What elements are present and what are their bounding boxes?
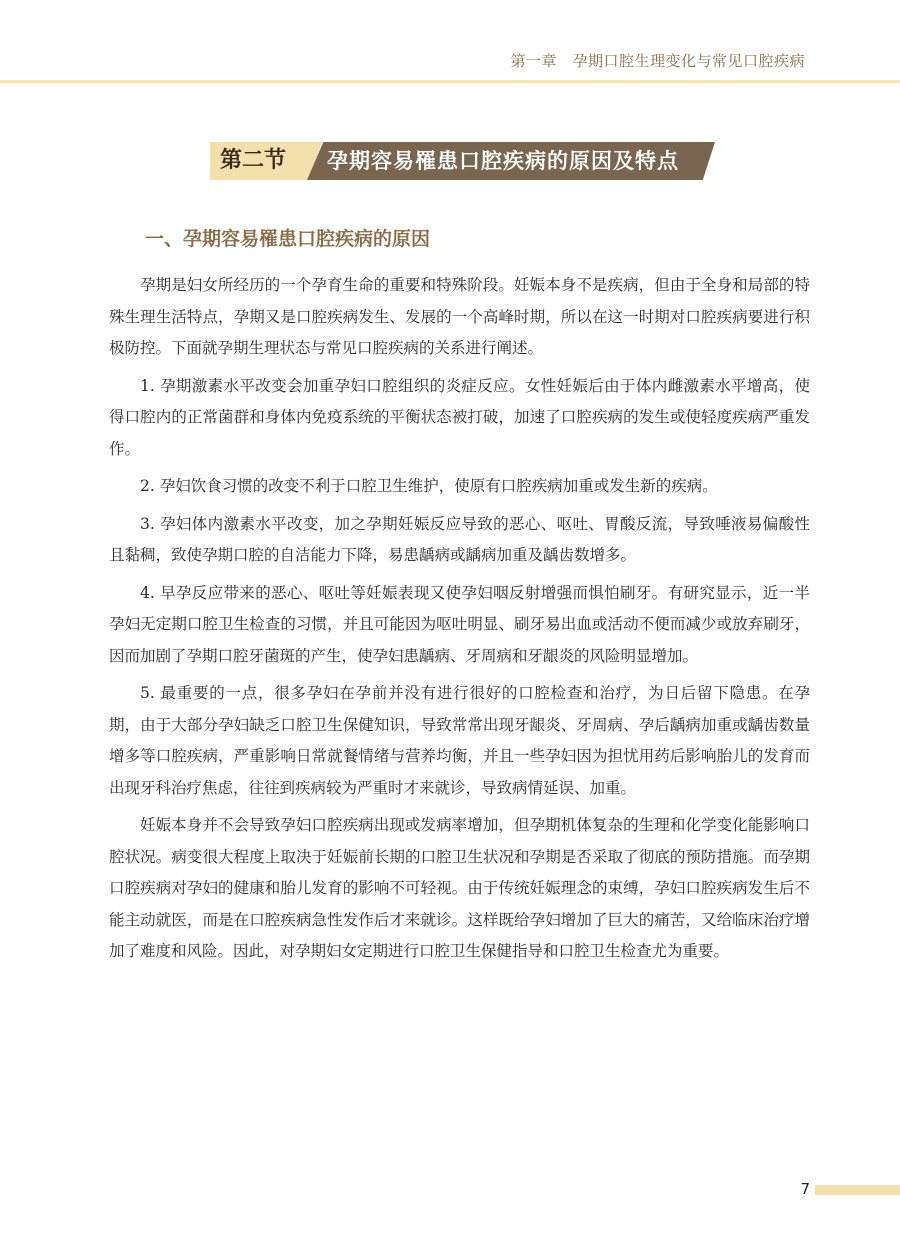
page-number: 7 (800, 1180, 810, 1198)
paragraph-conclusion: 妊娠本身并不会导致孕妇口腔疾病出现或发病率增加，但孕期机体复杂的生理和化学变化能影响口腔状况。病变很大程度上取决于妊娠前长期的口腔卫生状况和孕期是否采取了彻底的预防措施。而孕期口腔疾病对孕妇的健康和胎儿发育的影响不可轻视。由于传统妊娠理念的束缚，孕妇口腔疾病发生后不能主动就医，而是在口腔疾病急性发作后才来就诊。这样既给孕妇增加了巨大的痛苦，又给临床治疗增加了难度和风险。因此，对孕期妇女定期进行口腔卫生保健指导和口腔卫生检查尤为重要。 (109, 816, 810, 960)
paragraph-intro: 孕期是妇女所经历的一个孕育生命的重要和特殊阶段。妊娠本身不是疾病，但由于全身和局部的特殊生理生活特点，孕期又是口腔疾病发生、发展的一个高峰时期，所以在这一时期对口腔疾病要进行积极防控。下面就孕期生理状态与常见口腔疾病的关系进行阐述。 (109, 276, 810, 357)
section-title: 孕期容易罹患口腔疾病的原因及特点 (327, 149, 679, 173)
body-text (109, 270, 810, 974)
header-rule (0, 80, 900, 83)
footer-bar (815, 1185, 900, 1195)
section-number: 第二节 (220, 148, 287, 173)
paragraph-item-1: 1. 孕期激素水平改变会加重孕妇口腔组织的炎症反应。女性妊娠后由于体内雌激素水平增高，使得口腔内的正常菌群和身体内免疫系统的平衡状态被打破，加速了口腔疾病的发生或使轻度疾病严重发作。 (109, 376, 810, 458)
paragraph-item-5: 5. 最重要的一点，很多孕妇在孕前并没有进行很好的口腔检查和治疗，为日后留下隐患。在孕期，由于大部分孕妇缺乏口腔卫生保健知识，导致常常出现牙龈炎、牙周病、孕后龋病加重或龋齿数量增多等口腔疾病，严重影响日常就餐情绪与营养均衡，并且一些孕妇因为担忧用药后影响胎儿的发育而出现牙科治疗焦虑，往往到疾病较为严重时才来就诊，导致病情延误、加重。 (109, 684, 810, 797)
paragraph-item-3: 3. 孕妇体内激素水平改变，加之孕期妊娠反应导致的恶心、呕吐、胃酸反流，导致唾液易偏酸性且黏稠，致使孕期口腔的自洁能力下降，易患龋病或龋病加重及龋齿数增多。 (109, 514, 810, 564)
section-banner (210, 142, 715, 180)
paragraph-item-2: 2. 孕妇饮食习惯的改变不利于口腔卫生维护，使原有口腔疾病加重或发生新的疾病。 (140, 477, 718, 495)
subsection-title: 一、孕期容易罹患口腔疾病的原因 (145, 228, 431, 250)
running-header: 第一章 孕期口腔生理变化与常见口腔疾病 (510, 52, 805, 70)
paragraph-item-4: 4. 早孕反应带来的恶心、呕吐等妊娠表现又使孕妇咽反射增强而惧怕刷牙。有研究显示，近一半孕妇无定期口腔卫生检查的习惯，并且可能因为呕吐明显、刷牙易出血或活动不便而减少或放弃刷牙，因而加剧了孕期口腔牙菌斑的产生，使孕妇患龋病、牙周病和牙龈炎的风险明显增加。 (109, 583, 810, 665)
